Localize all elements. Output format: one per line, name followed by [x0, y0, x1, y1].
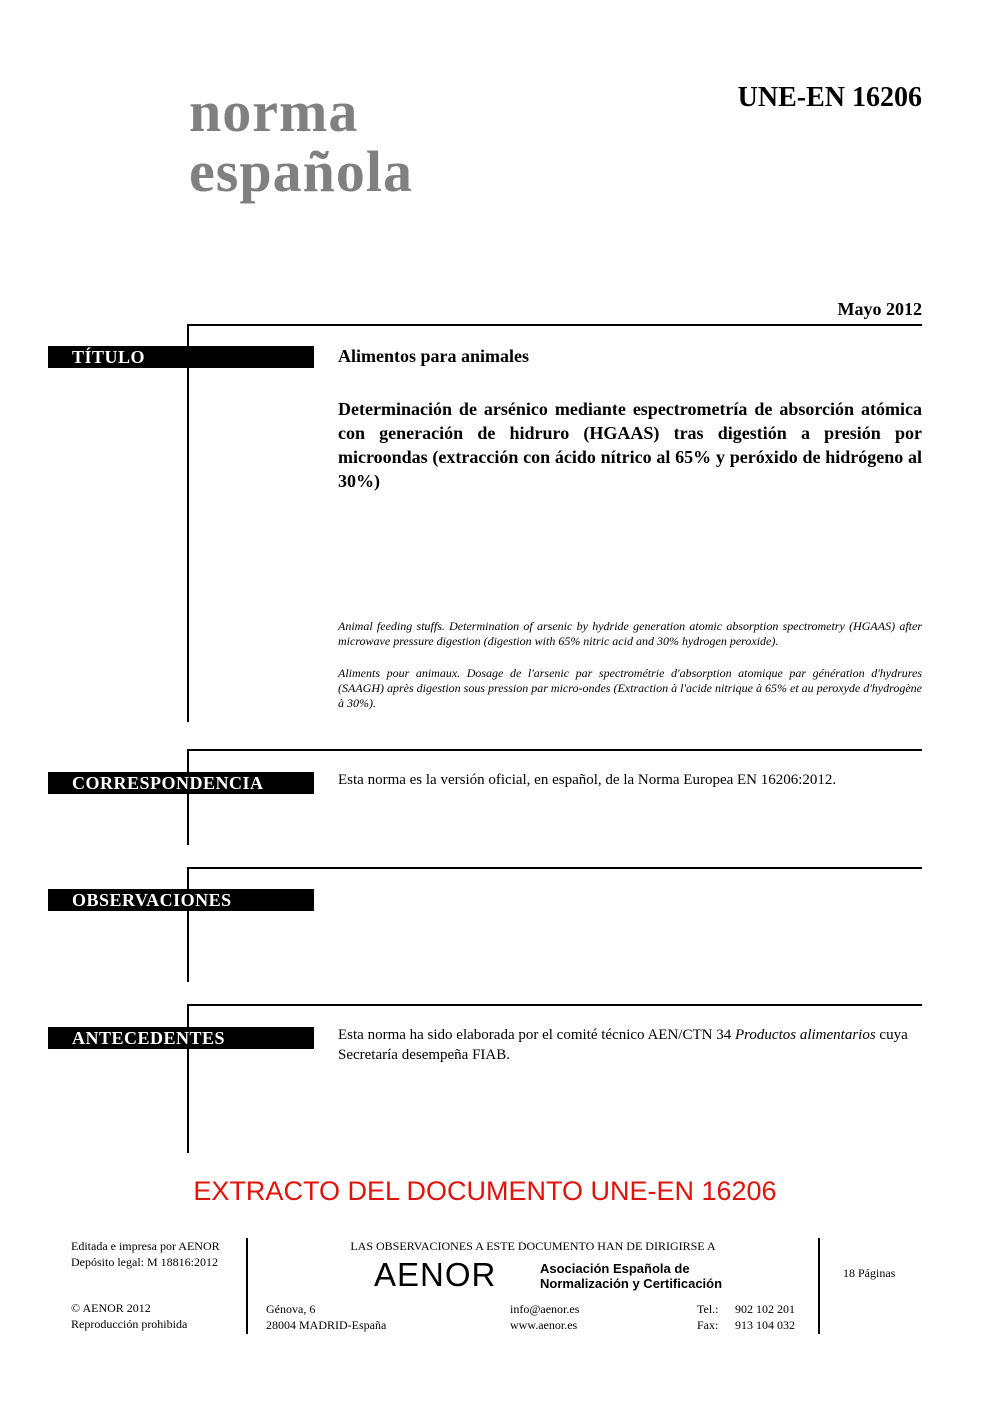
- antecedentes-text: [338, 1025, 922, 1065]
- aenor-logo-wordmark: AENOR: [374, 1256, 497, 1293]
- section-vertical-rule: [187, 324, 189, 722]
- label-titulo: TÍTULO: [48, 346, 314, 368]
- footer-tel: 902 102 201: [735, 1302, 795, 1316]
- title-english: Animal feeding stuffs. Determination of arsenic by hydride generation atomic absorption spectrometry (HGAAS) after microwave pressure digestion (digestion with 65% nitric acid and 30% hydrogen peroxide).: [338, 619, 922, 648]
- section-vertical-rule: [187, 749, 189, 845]
- title-main: Alimentos para animales: [338, 346, 529, 366]
- footer-rights: [71, 1300, 187, 1332]
- footer-divider-right: [818, 1238, 820, 1334]
- brand-line-1: norma: [189, 79, 359, 144]
- footer-email: info@aenor.es: [510, 1302, 580, 1316]
- aenor-name-line-1: Asociación Española de: [540, 1261, 690, 1276]
- correspondencia-text: Esta norma es la versión oficial, en español, de la Norma Europea EN 16206:2012.: [338, 772, 837, 788]
- antecedentes-text-end: cuya Secretaría desempeña FIAB.: [338, 1027, 908, 1063]
- aenor-full-name: [540, 1261, 722, 1291]
- label-correspondencia: CORRESPONDENCIA: [48, 772, 314, 794]
- footer-phone-labels: [697, 1301, 719, 1333]
- label-antecedentes: ANTECEDENTES: [48, 1027, 314, 1049]
- section-divider: [188, 867, 922, 869]
- extract-notice: EXTRACTO DEL DOCUMENTO UNE-EN 16206: [193, 1176, 777, 1206]
- footer-observations-note: LAS OBSERVACIONES A ESTE DOCUMENTO HAN DE DIRIGIRSE A: [350, 1239, 716, 1253]
- label-observaciones: OBSERVACIONES: [48, 889, 314, 911]
- footer-reproduction: Reproducción prohibida: [71, 1317, 188, 1331]
- section-vertical-rule: [187, 867, 189, 982]
- footer-phone-numbers: [735, 1301, 795, 1333]
- footer-web: www.aenor.es: [510, 1318, 578, 1332]
- aenor-logo: [374, 1256, 496, 1294]
- footer-address-street: Génova, 6: [266, 1302, 316, 1316]
- aenor-name-line-2: Normalización y Certificación: [540, 1276, 723, 1291]
- standard-number: UNE-EN 16206: [737, 82, 922, 113]
- footer-fax: 913 104 032: [735, 1318, 795, 1332]
- publication-date: Mayo 2012: [837, 299, 922, 319]
- brand-title: [189, 79, 413, 204]
- footer-page-count: 18 Páginas: [843, 1266, 896, 1280]
- footer-contact-online: [510, 1301, 579, 1333]
- footer-fax-label: Fax:: [697, 1318, 719, 1332]
- section-divider: [188, 324, 922, 326]
- footer-edition: [71, 1238, 220, 1270]
- title-french: Aliments pour animaux. Dosage de l'arsenic par spectrométrie d'absorption atomique par génération d'hydrures (SAAGH) après digestion sous pression par micro-ondes (Extraction à l'acide nitrique à 65% et au peroxyde d'hydrogène à 30%).: [338, 666, 922, 710]
- footer-address: [266, 1301, 386, 1333]
- title-sub: Determinación de arsénico mediante espectrometría de absorción atómica con generación de hidruro (HGAAS) tras digestión a presión por microondas (extracción con ácido nítrico al 65% y peróxido de hidrógeno al 30%): [338, 399, 922, 491]
- brand-line-2: española: [189, 139, 413, 204]
- footer-tel-label: Tel.:: [697, 1302, 719, 1316]
- footer-edited: Editada e impresa por AENOR: [71, 1239, 220, 1253]
- footer-address-city: 28004 MADRID-España: [266, 1318, 387, 1332]
- section-divider: [188, 1004, 922, 1006]
- antecedentes-committee-name: Productos alimentarios: [734, 1027, 876, 1043]
- section-divider: [188, 749, 922, 751]
- footer-deposit: Depósito legal: M 18816:2012: [71, 1255, 218, 1269]
- footer-copyright: © AENOR 2012: [71, 1301, 151, 1315]
- antecedentes-text-start: Esta norma ha sido elaborada por el comité técnico AEN/CTN 34: [338, 1027, 735, 1043]
